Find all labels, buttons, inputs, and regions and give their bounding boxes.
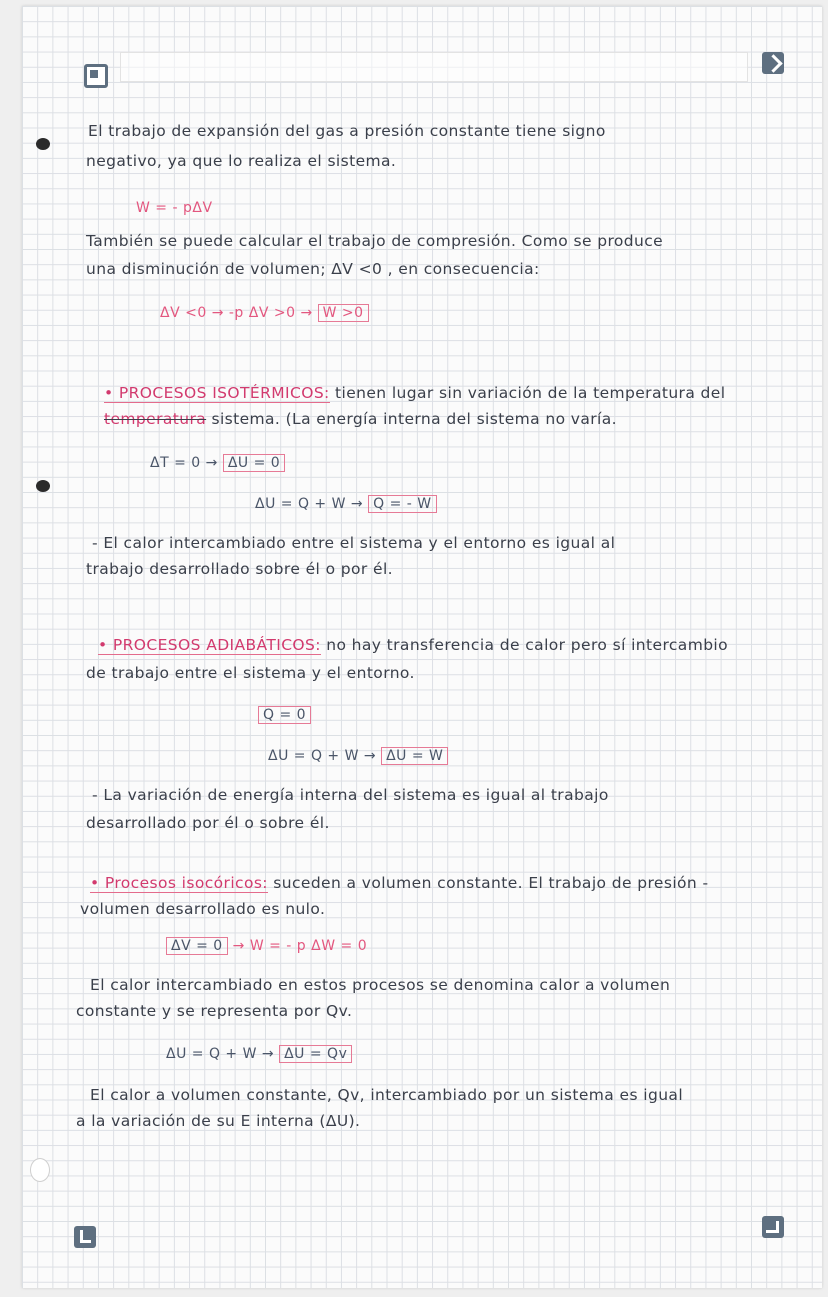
notebook-corner-icon-bottom-left [74, 1226, 96, 1248]
isochoric-line-2: volumen desarrollado es nulo. [80, 900, 326, 918]
isothermal-line-2 [104, 410, 617, 428]
isothermal-strike: temperatura [104, 410, 207, 428]
binder-hole [36, 480, 50, 492]
header-strip [120, 52, 748, 82]
adiabatic-note-1: - La variación de energía interna del sistema es igual al trabajo [92, 786, 609, 804]
isochoric-line-6: a la variación de su E interna (ΔU). [76, 1112, 361, 1130]
isochoric-desc-1: suceden a volumen constante. El trabajo de presión - [267, 874, 709, 892]
compression-result-box: W >0 [318, 304, 369, 322]
adiabatic-title: • PROCESOS ADIABÁTICOS: [98, 636, 321, 654]
intro-line-2: negativo, ya que lo realiza el sistema. [86, 152, 397, 170]
compression-line-2: una disminución de volumen; ΔV <0 , en consecuencia: [86, 260, 540, 278]
intro-line-1: El trabajo de expansión del gas a presión constante tiene signo [88, 122, 606, 140]
isothermal-f1-text: ΔT = 0 → [150, 455, 218, 471]
adiabatic-formula-2 [268, 748, 448, 764]
isothermal-note-1: - El calor intercambiado entre el sistema y el entorno es igual al [92, 534, 616, 552]
adiabatic-f2-box: ΔU = W [381, 747, 448, 765]
isothermal-formula-1 [150, 455, 285, 471]
isothermal-f2-box: Q = - W [368, 495, 437, 513]
notebook-corner-icon-top-right [762, 52, 784, 74]
isochoric-line-3: El calor intercambiado en estos procesos se denomina calor a volumen [90, 976, 671, 994]
compression-formula-text: ΔV <0 → -p ΔV >0 → [160, 305, 313, 321]
isochoric-f1-text: → W = - p ΔW = 0 [227, 938, 368, 954]
work-formula: W = - pΔV [136, 200, 213, 216]
isochoric-f2-text: ΔU = Q + W → [166, 1046, 275, 1062]
notebook-corner-icon-top-left [84, 64, 108, 88]
isochoric-formula-2 [166, 1046, 352, 1062]
isothermal-desc-1: tienen lugar sin variación de la temperatura del [329, 384, 726, 402]
isochoric-line-5: El calor a volumen constante, Qv, intercambiado por un sistema es igual [90, 1086, 684, 1104]
isochoric-formula-1 [166, 938, 367, 954]
isothermal-line-1 [104, 384, 725, 402]
adiabatic-line-1 [98, 636, 728, 654]
adiabatic-desc-1: no hay transferencia de calor pero sí intercambio [320, 636, 729, 654]
adiabatic-line-2: de trabajo entre el sistema y el entorno. [86, 664, 415, 682]
isothermal-title: • PROCESOS ISOTÉRMICOS: [104, 384, 330, 402]
isochoric-line-4: constante y se representa por Qv. [76, 1002, 353, 1020]
isochoric-f2-box: ΔU = Qv [279, 1045, 352, 1063]
binder-hole [30, 1158, 50, 1182]
compression-line-1: También se puede calcular el trabajo de compresión. Como se produce [86, 232, 664, 250]
isothermal-desc-2: sistema. (La energía interna del sistema no varía. [206, 410, 617, 428]
notebook-corner-icon-bottom-right [762, 1216, 784, 1238]
isothermal-f2-text: ΔU = Q + W → [255, 496, 364, 512]
compression-formula [160, 305, 369, 321]
binder-hole [36, 138, 50, 150]
isochoric-f1-box: ΔV = 0 [166, 937, 228, 955]
isothermal-formula-2 [255, 496, 437, 512]
adiabatic-note-2: desarrollado por él o sobre él. [86, 814, 330, 832]
adiabatic-f2-text: ΔU = Q + W → [268, 748, 377, 764]
isothermal-f1-box: ΔU = 0 [223, 454, 285, 472]
isochoric-line-1 [90, 874, 708, 892]
isochoric-title: • Procesos isocóricos: [90, 874, 268, 892]
adiabatic-f1-box: Q = 0 [258, 706, 311, 724]
adiabatic-formula-1 [258, 707, 311, 723]
isothermal-note-2: trabajo desarrollado sobre él o por él. [86, 560, 393, 578]
